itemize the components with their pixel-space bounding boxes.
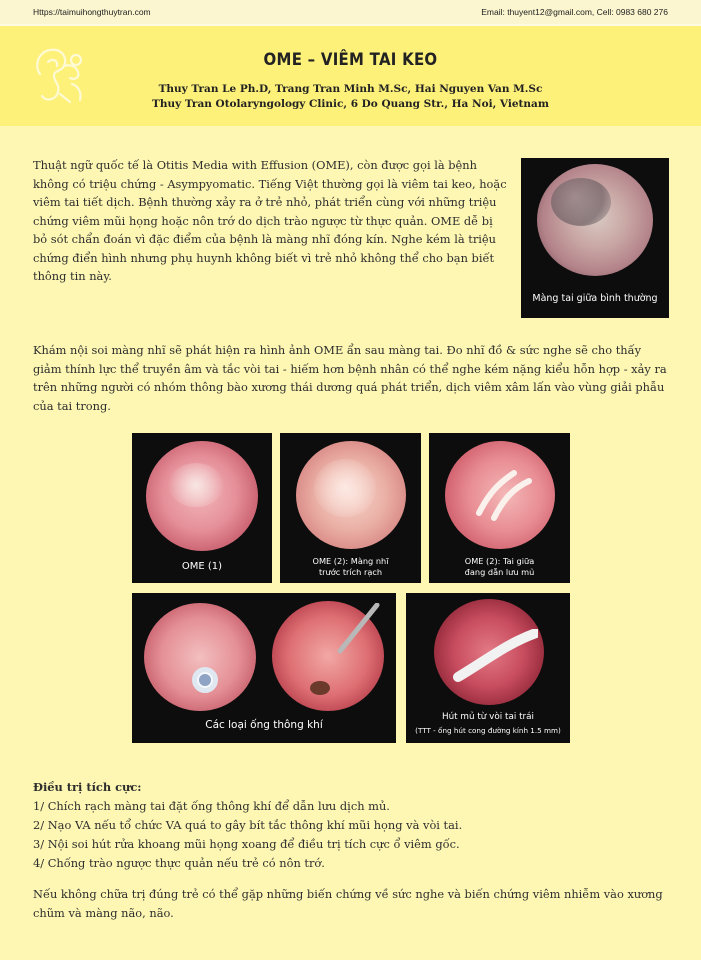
page-title: OME – VIÊM TAI KEO	[263, 50, 438, 70]
treatment-heading: Điều trị tích cực:	[33, 780, 142, 794]
intro-paragraph: Thuật ngữ quốc tế là Otitis Media with Effusion (OME), còn được gọi là bệnh không có triệu chứng - Asympyomatic. Tiếng Việt thường gọi là viêm tai keo, hoặc viêm tai tiết dịch. Bệnh thường xảy ra ở trẻ nhỏ, phát triển cùng với những triệu chứng viêm mũi họng hoặc nôn trớ do dịch trào ngược từ thực quản. OME dễ bị bỏ sót chẩn đoán vì đặc điểm của bệnh là màng nhĩ đóng kín. Nghe kém là triệu chứng điển hình nhưng phụ huynh không biết vì trẻ nhỏ không thể cho bạn biết thông tin này.	[33, 158, 507, 283]
pus-drain-illustration	[459, 453, 549, 533]
ventilation-tubes-photo	[132, 593, 396, 743]
instrument-illustration	[322, 603, 382, 663]
header-banner	[0, 24, 701, 126]
closing-paragraph: Nếu không chữa trị đúng trẻ có thể gặp những biến chứng về sức nghe và biến chứng viêm nhiễm vào xương chũm và màng não, não.	[33, 887, 663, 920]
ome2-before-incision-photo	[280, 433, 421, 583]
eustachian-suction-photo	[406, 593, 570, 743]
suction-caption: Hút mủ từ vòi tai trái (TTT - ống hút cong đường kính 1.5 mm)	[415, 712, 561, 735]
exam-paragraph: Khám nội soi màng nhĩ sẽ phát hiện ra hình ảnh OME ẩn sau màng tai. Đo nhĩ đồ & sức nghe sẽ cho thấy giảm thính lực thể truyền âm và tắc vòi tai - hiếm hơn bệnh nhân có thể nghe kém nặng kiểu hỗn hợp - xảy ra trên những người có nhóm thông bào xương thái dương quá phát triển, dịch viêm xâm lấn vào vùng giải phẫu của tai trong.	[33, 343, 667, 413]
treatment-section	[33, 778, 673, 873]
ome1-photo	[132, 433, 272, 583]
authors-block	[0, 82, 701, 112]
normal-photo-caption: Màng tai giữa bình thường	[532, 293, 658, 304]
suction-tube-illustration	[448, 629, 538, 685]
website-url[interactable]: Https://taimuihongthuytran.com	[33, 7, 151, 17]
ome2-draining-photo	[429, 433, 570, 583]
normal-eardrum-photo	[521, 158, 669, 318]
authors-names: Thuy Tran Le Ph.D, Trang Tran Minh M.Sc, Hai Nguyen Van M.Sc	[158, 83, 543, 95]
treatment-item: 4/ Chống trào ngược thực quản nếu trẻ có nôn trớ.	[33, 856, 325, 870]
treatment-item: 3/ Nội soi hút rửa khoang mũi họng xoang để điều trị tích cực ổ viêm gốc.	[33, 837, 460, 851]
ome1-caption: OME (1)	[181, 561, 223, 572]
clinic-address: Thuy Tran Otolaryngology Clinic, 6 Do Quang Str., Ha Noi, Vietnam	[152, 98, 549, 110]
ome2-draining-caption: OME (2): Tai giữa đang dẫn lưu mủ	[464, 556, 535, 577]
top-bar	[0, 0, 701, 24]
treatment-item: 1/ Chích rạch màng tai đặt ống thông khí để dẫn lưu dịch mủ.	[33, 799, 390, 813]
ome2-before-caption: OME (2): Màng nhĩ trước trích rạch	[312, 556, 389, 577]
contact-info: Email: thuyent12@gmail.com, Cell: 0983 680 276	[481, 7, 668, 17]
tubes-caption: Các loại ống thông khí	[205, 719, 323, 731]
treatment-item: 2/ Nạo VA nếu tổ chức VA quá to gây bít tắc thông khí mũi họng và vòi tai.	[33, 818, 463, 832]
